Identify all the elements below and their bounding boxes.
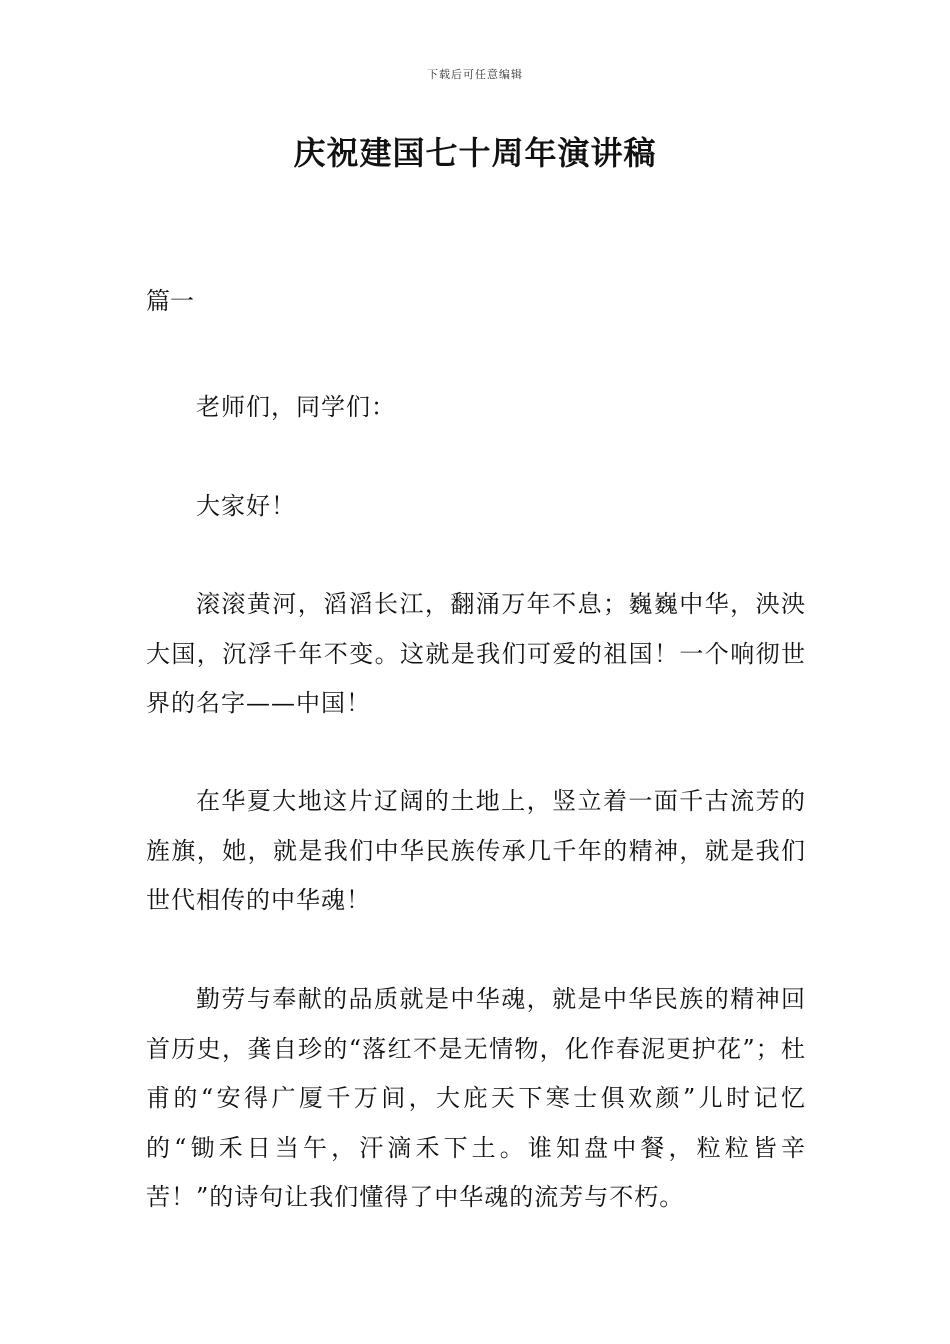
salutation-paragraph: 老师们，同学们：	[196, 393, 396, 421]
body-paragraph-3: 勤劳与奉献的品质就是中华魂，就是中华民族的精神回首历史，龚自珍的“落红不是无情物，化作春泥更护花”；杜甫的“安得广厦千万间，大庇天下寒士俱欢颜”儿时记忆的“锄禾日当午，汗滴禾下土。谁知盘中餐，粒粒皆辛苦！”的诗句让我们懂得了中华魂的流芳与不朽。	[146, 985, 806, 1211]
body-paragraph-2: 在华夏大地这片辽阔的土地上，竖立着一面千古流芳的旌旗，她，就是我们中华民族传承几千年的精神，就是我们世代相传的中华魂！	[146, 787, 806, 914]
section-label: 篇一	[146, 287, 194, 315]
body-paragraph-1: 滚滚黄河，滔滔长江，翻涌万年不息；巍巍中华，泱泱大国，沉浮千年不变。这就是我们可爱的祖国！一个响彻世界的名字——中国！	[146, 590, 806, 717]
header-note: 下载后可任意编辑	[427, 68, 523, 81]
document-title: 庆祝建国七十周年演讲稿	[293, 134, 657, 172]
greeting-paragraph: 大家好！	[196, 492, 296, 520]
